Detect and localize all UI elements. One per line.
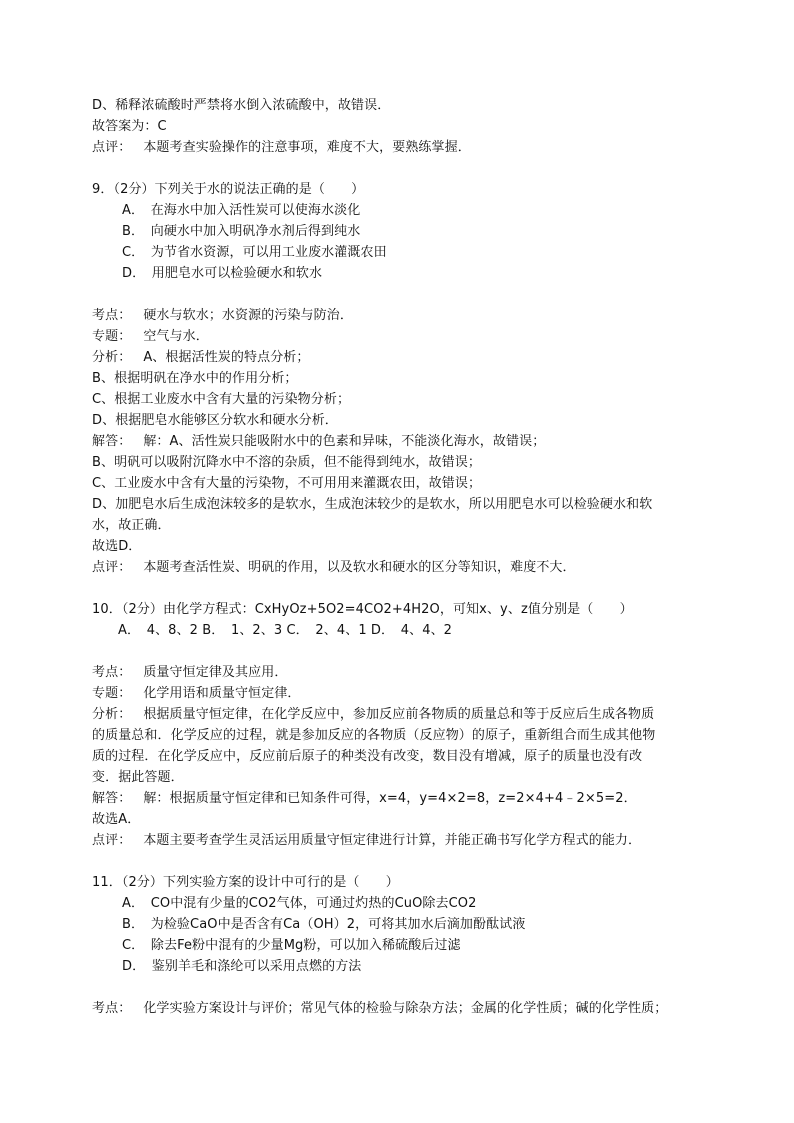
q10-fenxi-line: 质的过程．在化学反应中，反应前后原子的种类没有改变，数目没有增减，原子的质量也没有改 bbox=[92, 749, 643, 764]
comment-label: 点评： bbox=[92, 140, 132, 155]
dianping-label: 点评： bbox=[92, 833, 132, 848]
kaodian-text: 质量守恒定律及其应用． bbox=[143, 665, 288, 680]
fenxi-text: 根据质量守恒定律，在化学反应中，参加反应前各物质的质量总和等于反应后生成各物质 bbox=[143, 707, 655, 722]
jieda-label: 解答： bbox=[92, 791, 132, 806]
q9-answer: 故选D． bbox=[92, 539, 142, 554]
fenxi-text: A、根据活性炭的特点分析； bbox=[143, 350, 310, 365]
q10-stem: 10．（2分）由化学方程式：CxHyOz+5O2=4CO2+4H2O，可知x、y、z值分别是（ ） bbox=[92, 602, 633, 617]
q10-answer: 故选A． bbox=[92, 812, 141, 827]
q9-option-c: C． 为节省水资源，可以用工业废水灌溉农田 bbox=[122, 245, 387, 260]
kaodian-label: 考点： bbox=[92, 308, 132, 323]
kaodian-text: 硬水与软水；水资源的污染与防治． bbox=[143, 308, 353, 323]
kaodian-label: 考点： bbox=[92, 665, 132, 680]
jieda-label: 解答： bbox=[92, 434, 132, 449]
dianping-text: 本题考查活性炭、明矾的作用，以及软水和硬水的区分等知识，难度不大． bbox=[143, 560, 576, 575]
q11-kaodian bbox=[92, 998, 752, 1019]
q9-jieda bbox=[92, 431, 732, 452]
q9-stem: 9．（2分）下列关于水的说法正确的是（ ） bbox=[92, 182, 365, 197]
jieda-text: 解：根据质量守恒定律和已知条件可得，x=4，y=4×2=8，z=2×4+4﹣2×5=2． bbox=[143, 791, 637, 806]
kaodian-label: 考点： bbox=[92, 1001, 132, 1016]
jieda-text: 解：A、活性炭只能吸附水中的色素和异味，不能淡化海水，故错误； bbox=[143, 434, 546, 449]
kaodian-text: 化学实验方案设计与评价；常见气体的检验与除杂方法；金属的化学性质；碱的化学性质； bbox=[143, 1001, 668, 1016]
q10-jieda bbox=[92, 788, 732, 809]
q9-option-b: B． 向硬水中加入明矾净水剂后得到纯水 bbox=[122, 224, 361, 239]
q9-zhuanti bbox=[92, 326, 732, 347]
q9-jieda-line: D、加肥皂水后生成泡沫较多的是软水，生成泡沫较少的是软水，所以用肥皂水可以检验硬水和软 bbox=[92, 497, 653, 512]
q9-jieda-line: B、明矾可以吸附沉降水中不溶的杂质，但不能得到纯水，故错误； bbox=[92, 455, 481, 470]
zhuanti-text: 空气与水． bbox=[143, 329, 209, 344]
q10-dianping bbox=[92, 830, 732, 851]
zhuanti-label: 专题： bbox=[92, 329, 132, 344]
q11-option-a: A． CO中混有少量的CO2气体，可通过灼热的CuO除去CO2 bbox=[122, 896, 477, 911]
q9-fenxi-line: B、根据明矾在净水中的作用分析； bbox=[92, 371, 298, 386]
q11-option-b: B． 为检验CaO中是否含有Ca（OH）2，可将其加水后滴加酚酞试液 bbox=[122, 917, 526, 932]
q9-dianping bbox=[92, 557, 732, 578]
q9-fenxi-line: D、根据肥皂水能够区分软水和硬水分析． bbox=[92, 413, 338, 428]
q10-fenxi-line: 的质量总和．化学反应的过程，就是参加反应的各物质（反应物）的原子，重新组合而生成其他物 bbox=[92, 728, 656, 743]
q9-fenxi-line: C、根据工业废水中含有大量的污染物分析； bbox=[92, 392, 351, 407]
q9-fenxi bbox=[92, 347, 732, 368]
dianping-label: 点评： bbox=[92, 560, 132, 575]
fenxi-label: 分析： bbox=[92, 707, 132, 722]
q10-kaodian bbox=[92, 662, 732, 683]
q8-answer: 故答案为：C bbox=[92, 119, 167, 134]
q10-options: A． 4、8、2 B． 1、2、3 C． 2、4、1 D． 4、4、2 bbox=[118, 623, 453, 638]
zhuanti-label: 专题： bbox=[92, 686, 132, 701]
comment-text: 本题考查实验操作的注意事项，难度不大，要熟练掌握． bbox=[143, 140, 471, 155]
zhuanti-text: 化学用语和质量守恒定律． bbox=[143, 686, 301, 701]
q11-stem: 11．（2分）下列实验方案的设计中可行的是（ ） bbox=[92, 875, 399, 890]
dianping-text: 本题主要考查学生灵活运用质量守恒定律进行计算，并能正确书写化学方程式的能力． bbox=[143, 833, 642, 848]
q9-jieda-line: 水，故正确． bbox=[92, 518, 171, 533]
q8-comment bbox=[92, 137, 732, 158]
q9-option-d: D． 用肥皂水可以检验硬水和软水 bbox=[122, 266, 323, 281]
q11-option-c: C． 除去Fe粉中混有的少量Mg粉，可以加入稀硫酸后过滤 bbox=[122, 938, 461, 953]
q10-fenxi bbox=[92, 704, 732, 725]
fenxi-label: 分析： bbox=[92, 350, 132, 365]
q10-zhuanti bbox=[92, 683, 732, 704]
q8-option-d-analysis: D、稀释浓硫酸时严禁将水倒入浓硫酸中，故错误． bbox=[92, 98, 391, 113]
q10-fenxi-line: 变．据此答题． bbox=[92, 770, 184, 785]
q9-jieda-line: C、工业废水中含有大量的污染物，不可用用来灌溉农田，故错误； bbox=[92, 476, 482, 491]
q9-option-a: A． 在海水中加入活性炭可以使海水淡化 bbox=[122, 203, 361, 218]
q11-option-d: D． 鉴别羊毛和涤纶可以采用点燃的方法 bbox=[122, 959, 362, 974]
q9-kaodian bbox=[92, 305, 732, 326]
